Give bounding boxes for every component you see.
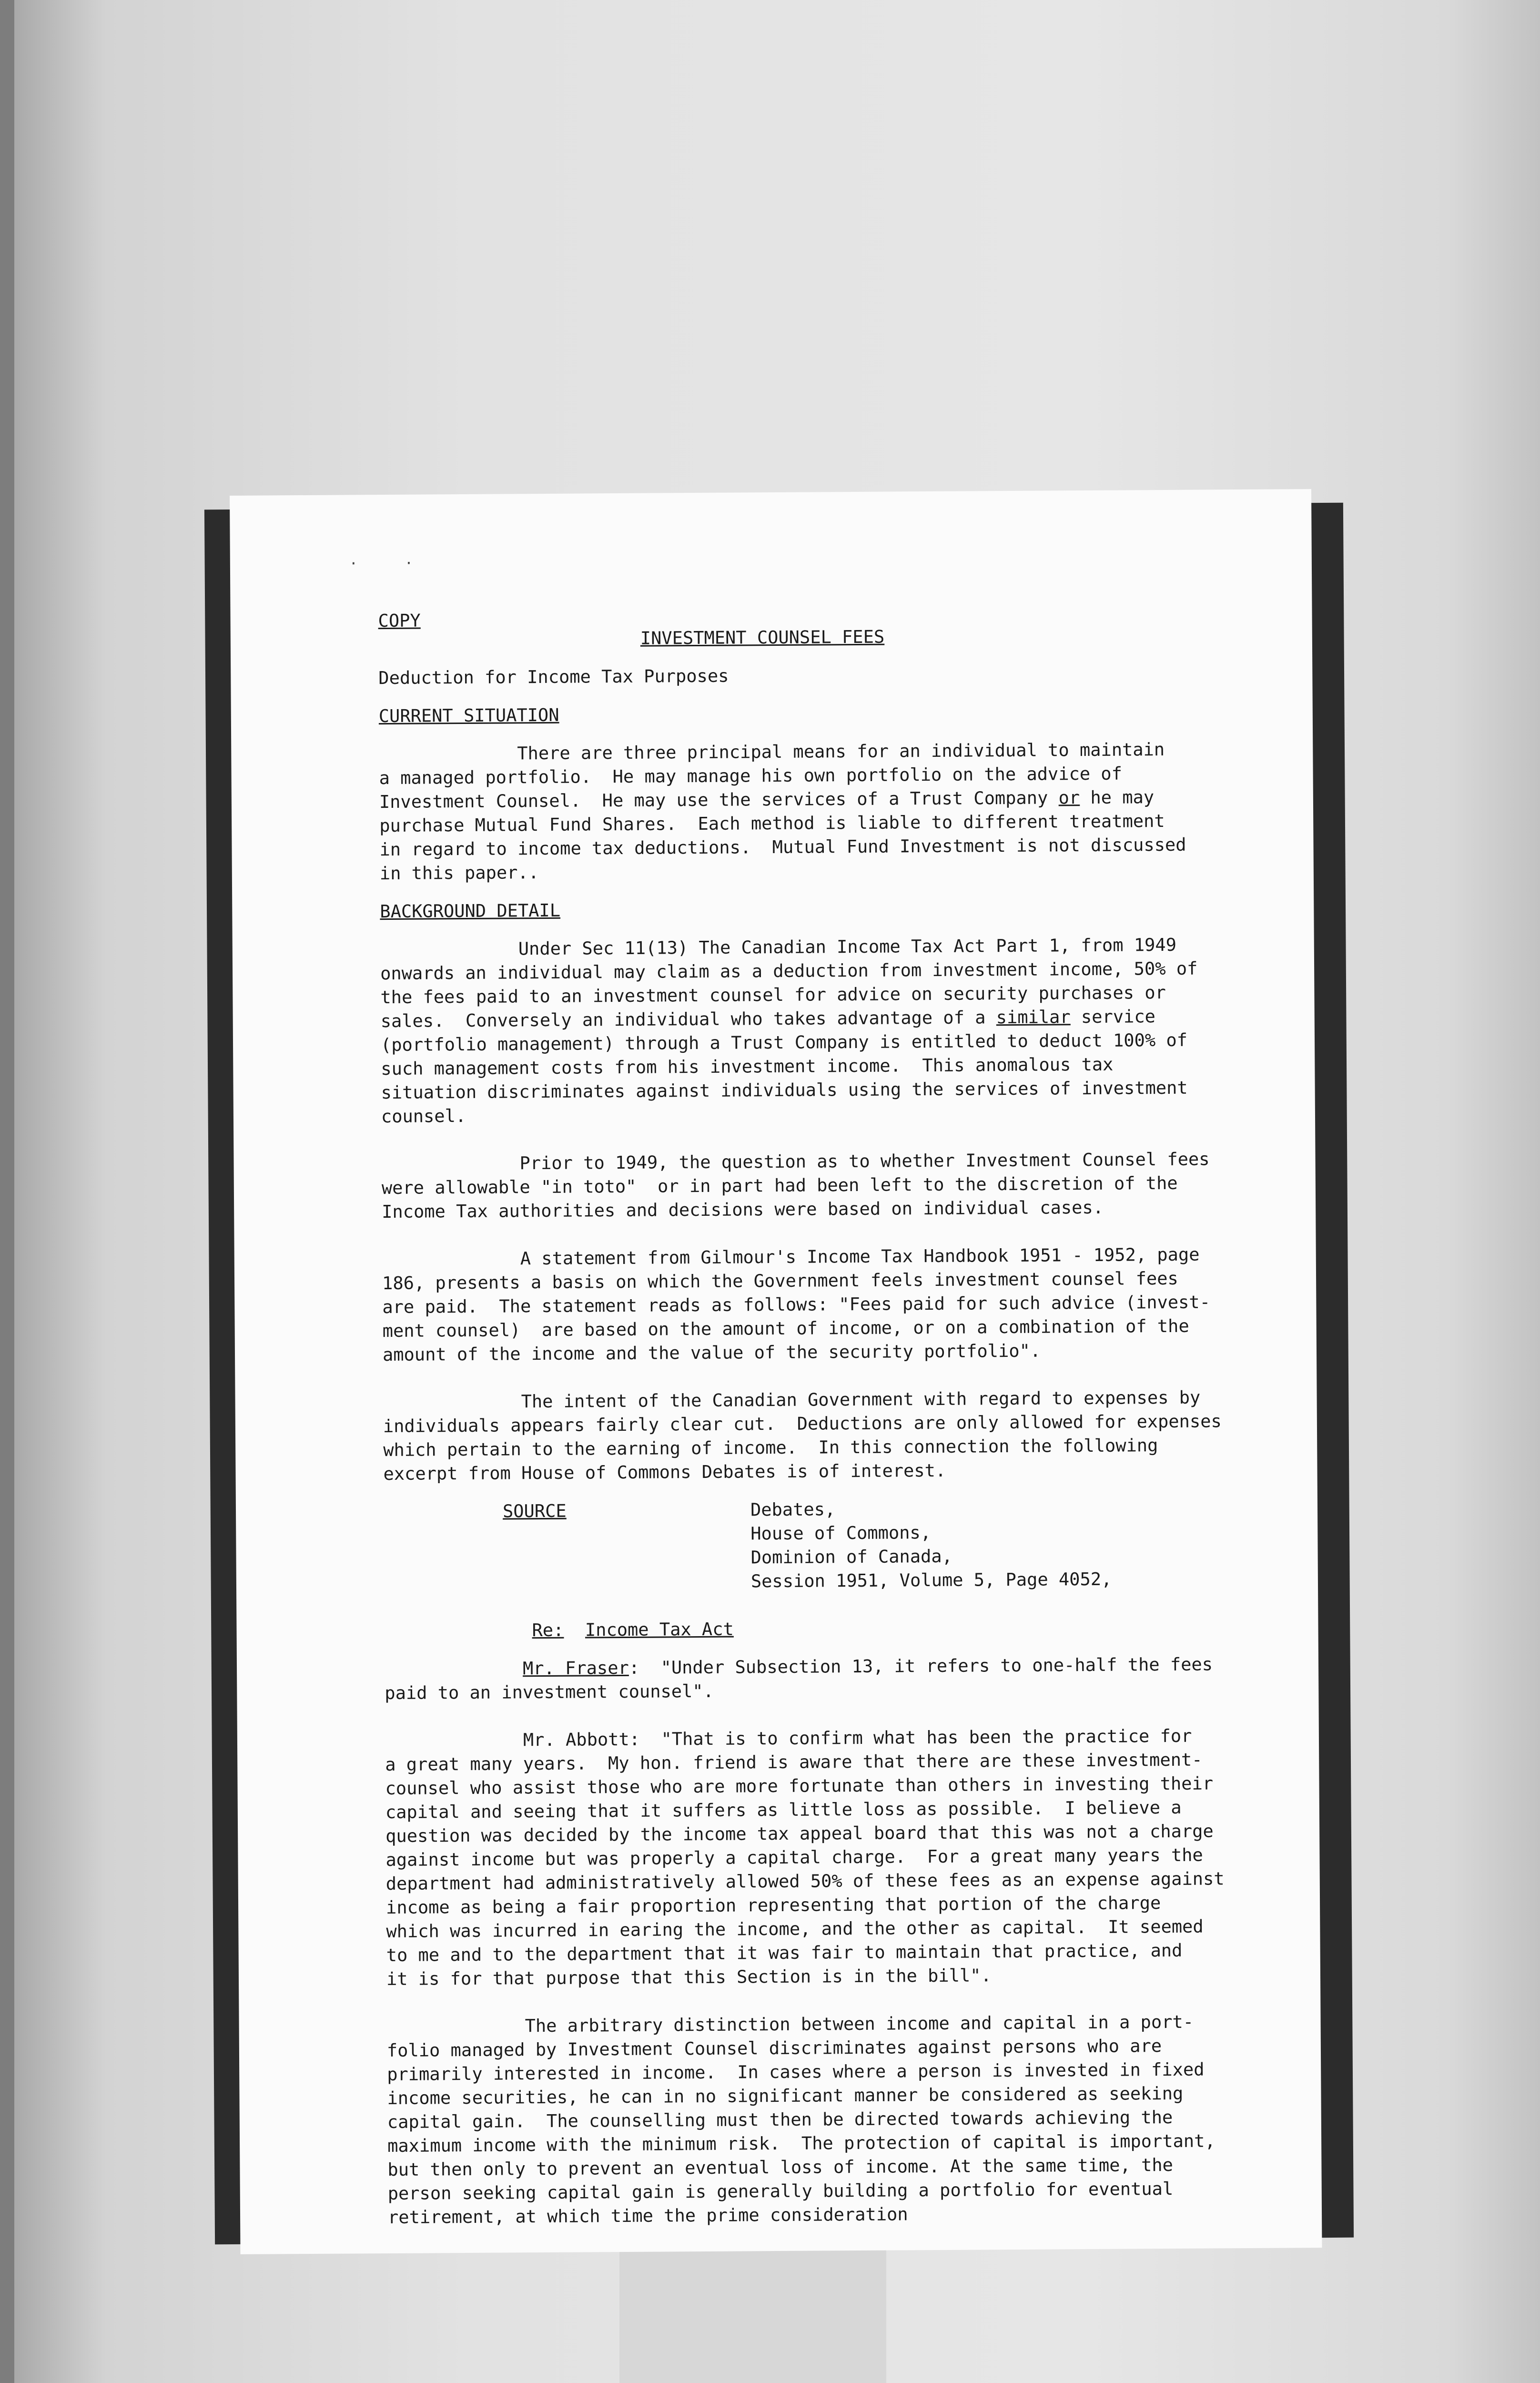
- text-line: excerpt from House of Commons Debates is of interest.: [383, 1460, 946, 1485]
- text-line: capital gain. The counselling must then be directed towards achieving the: [387, 2107, 1173, 2133]
- speaker-fraser: Mr. Fraser: [522, 1657, 629, 1679]
- text-line: Income Tax authorities and decisions were based on individual cases.: [382, 1197, 1104, 1222]
- text-line: against income but was properly a capital charge. For a great many years the: [385, 1844, 1203, 1871]
- text-line: amount of the income and the value of the security portfolio".: [382, 1340, 1041, 1365]
- text-line: 186, presents a basis on which the Government feels investment counsel fees: [382, 1268, 1178, 1294]
- text-line: service: [1070, 1006, 1156, 1028]
- text-line: counsel.: [381, 1105, 466, 1127]
- background-paragraph-2: [381, 1147, 1225, 1224]
- re-subject: Income Tax Act: [585, 1619, 734, 1640]
- background-paragraph-4: [383, 1385, 1226, 1486]
- document-subtitle: Deduction for Income Tax Purposes: [378, 665, 729, 689]
- text-line: paid to an investment counsel".: [385, 1680, 714, 1704]
- source-line: Dominion of Canada,: [750, 1546, 953, 1568]
- source-line: Debates,: [750, 1499, 836, 1520]
- text-line: department had administratively allowed 50% of these fees as an expense against: [385, 1868, 1225, 1894]
- text-line: are paid. The statement reads as follows: "Fees paid for such advice (invest-: [382, 1292, 1211, 1318]
- text-line: Investment Counsel. He may use the services of a Trust Company: [379, 787, 1048, 813]
- current-situation-heading: CURRENT SITUATION: [378, 704, 559, 727]
- text-line: were allowable "in toto" or in part had been left to the discretion of the: [381, 1172, 1178, 1199]
- text-line: such management costs from his investment income. This anomalous tax: [381, 1054, 1114, 1079]
- text-line: maximum income with the minimum risk. The protection of capital is important,: [387, 2130, 1216, 2157]
- text-line: person seeking capital gain is generally building a portfolio for eventual: [387, 2178, 1174, 2204]
- source-line: Session 1951, Volume 5, Page 4052,: [750, 1568, 1112, 1592]
- background-paragraph-3: [382, 1242, 1226, 1367]
- text-line: which pertain to the earning of income. In this connection the following: [383, 1435, 1158, 1461]
- closing-paragraph: [386, 2010, 1231, 2230]
- text-line: A statement from Gilmour's Income Tax Handbook 1951 - 1952, page: [520, 1244, 1200, 1269]
- text-line: income securities, he can in no significant manner be considered as seeking: [387, 2083, 1184, 2109]
- smudge-marks: · ·: [349, 555, 433, 572]
- scan-edge: [0, 0, 16, 2383]
- text-line: Prior to 1949, the question as to whether Investment Counsel fees: [519, 1149, 1210, 1174]
- text-line: situation discriminates against individuals using the services of investment: [381, 1077, 1188, 1103]
- source-line: House of Commons,: [750, 1522, 932, 1544]
- re-prefix: Re:: [532, 1619, 564, 1641]
- abbott-quote: [385, 1724, 1230, 1991]
- text-line: a great many years. My hon. friend is aware that there are these investment-: [385, 1749, 1203, 1775]
- source-label: SOURCE: [502, 1500, 567, 1522]
- source-block: [384, 1495, 1227, 1596]
- text-line: The intent of the Canadian Government with regard to expenses by: [521, 1387, 1201, 1412]
- text-line: income as being a fair proportion representing that portion of the charge: [385, 1893, 1161, 1918]
- text-line: sales. Conversely an individual who takes advantage of a: [380, 1007, 996, 1032]
- text-line: : "Under Subsection 13, it refers to one-half the fees: [628, 1654, 1213, 1678]
- text-line: ment counsel) are based on the amount of income, or on a combination of the: [382, 1315, 1189, 1342]
- text-line: capital and seeing that it suffers as little loss as possible. I believe a: [385, 1797, 1182, 1823]
- text-line: primarily interested in income. In cases where a person is invested in fixed: [387, 2059, 1205, 2085]
- text-line: counsel who assist those who are more fortunate than others in investing their: [385, 1773, 1214, 1799]
- text-line: in regard to income tax deductions. Mutual Fund Investment is not discussed: [379, 834, 1186, 860]
- current-situation-paragraph: [379, 737, 1223, 886]
- text-line: question was decided by the income tax appeal board that this was not a charge: [385, 1821, 1214, 1847]
- fraser-quote: [385, 1652, 1228, 1705]
- text-line: (portfolio management) through a Trust Company is entitled to deduct 100% of: [380, 1029, 1188, 1056]
- similar-word: similar: [996, 1007, 1071, 1028]
- text-line: it is for that purpose that this Section is in the bill".: [386, 1965, 992, 1990]
- document-page: [230, 489, 1322, 2254]
- text-line: individuals appears fairly clear cut. Deductions are only allowed for expenses: [383, 1411, 1222, 1437]
- text-line: onwards an individual may claim as a deduction from investment income, 50% of: [380, 958, 1198, 984]
- text-line: a managed portfolio. He may manage his own portfolio on the advice of: [379, 763, 1123, 789]
- text-line: purchase Mutual Fund Shares. Each method is liable to different treatment: [379, 811, 1165, 836]
- text-line: which was incurred in earing the income, and the other as capital. It seemed: [386, 1916, 1204, 1942]
- text-line: in this paper..: [379, 862, 539, 884]
- text-line: folio managed by Investment Counsel discriminates against persons who are: [386, 2036, 1162, 2061]
- background-heading: BACKGROUND DETAIL: [380, 900, 561, 922]
- or-word: or: [1058, 787, 1080, 808]
- text-line: but then only to prevent an eventual loss of income. At the same time, the: [387, 2154, 1173, 2180]
- text-line: retirement, at which time the prime consideration: [387, 2204, 908, 2228]
- document-title: INVESTMENT COUNSEL FEES: [640, 626, 885, 649]
- text-line: There are three principal means for an individual to maintain: [517, 739, 1165, 764]
- text-line: to me and to the department that it was fair to maintain that practice, and: [386, 1940, 1183, 1966]
- background-paragraph-1: [380, 933, 1225, 1129]
- mount-stripe: [619, 2240, 886, 2383]
- text-line: the fees paid to an investment counsel for advice on security purchases or: [380, 982, 1166, 1008]
- text-line: Under Sec 11(13) The Canadian Income Tax Act Part 1, from 1949: [518, 934, 1177, 959]
- text-line: The arbitrary distinction between income and capital in a port-: [525, 2011, 1194, 2037]
- text-line: Mr. Abbott: "That is to confirm what has been the practice for: [523, 1725, 1192, 1751]
- copy-label: COPY: [378, 610, 421, 631]
- text-line: he may: [1080, 787, 1155, 808]
